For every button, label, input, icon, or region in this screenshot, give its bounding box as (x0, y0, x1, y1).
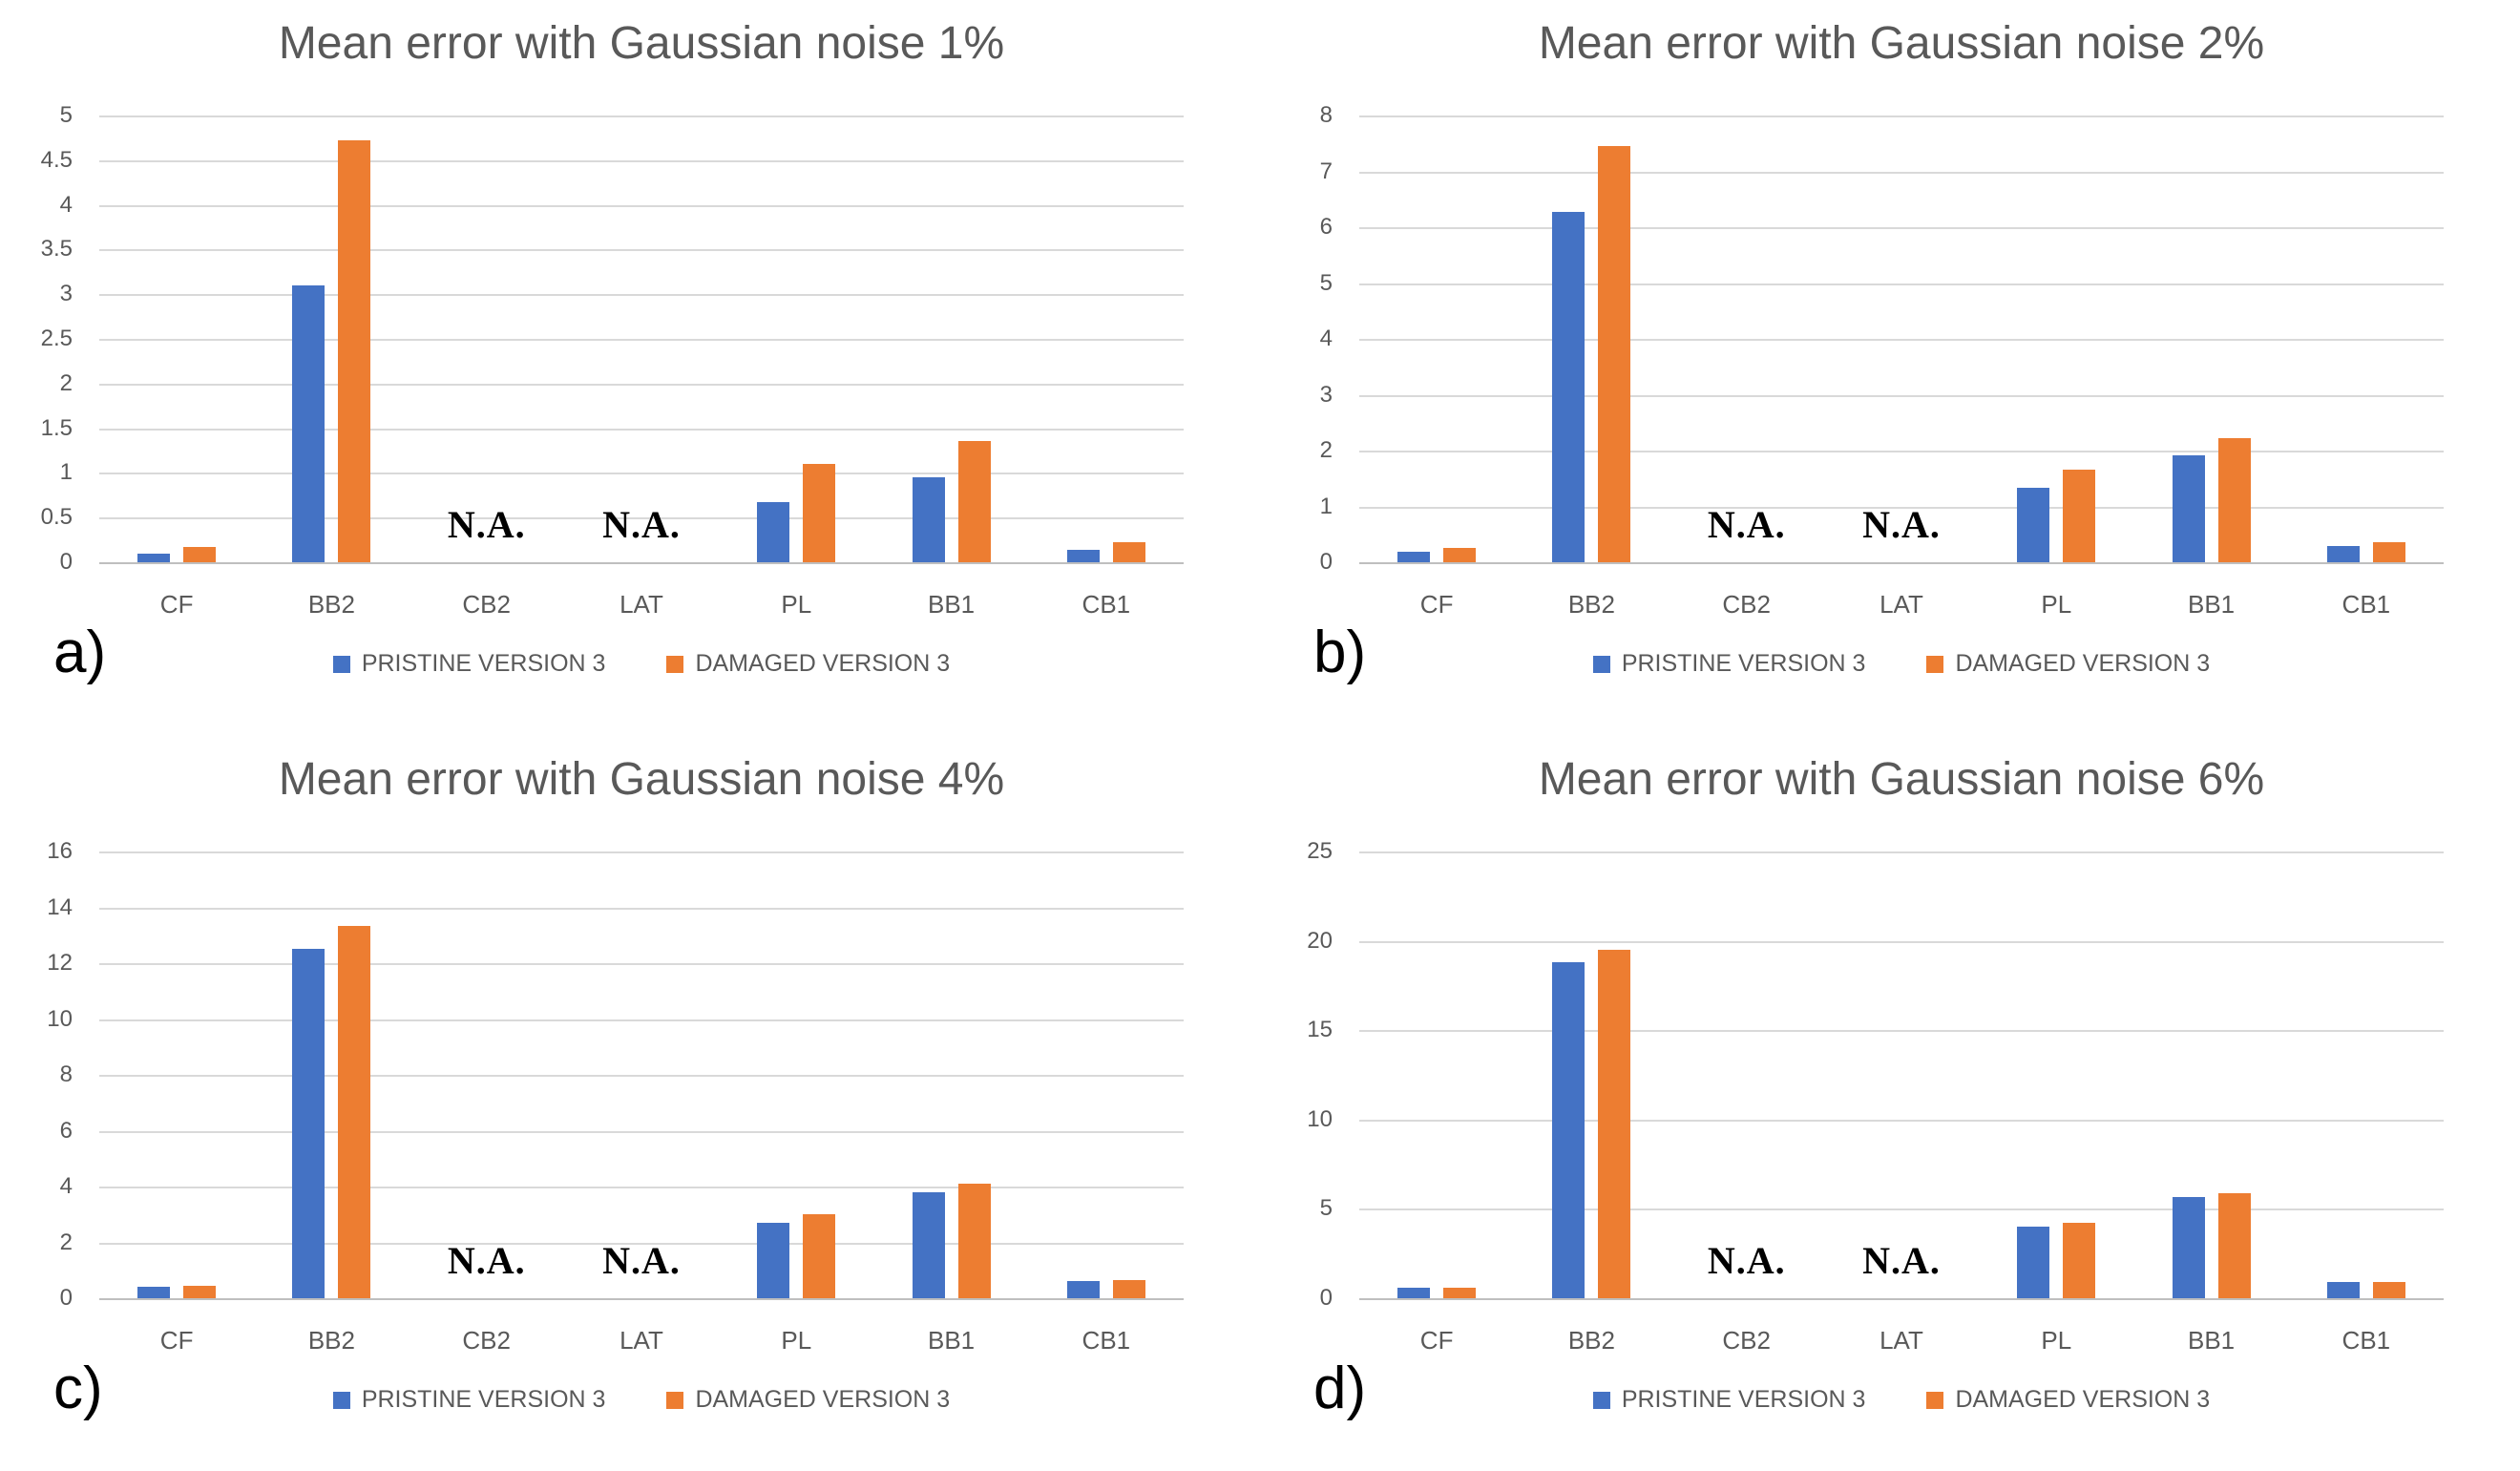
bar-damaged (958, 1184, 991, 1298)
y-tick-label: 6 (1319, 213, 1333, 240)
panel-letter-d: d) (1313, 1355, 1367, 1421)
legend-swatch (333, 1392, 350, 1409)
category-label: CB2 (1722, 1326, 1771, 1355)
gridline (99, 1187, 1184, 1188)
gridline (99, 294, 1184, 296)
x-axis-line (1359, 1298, 2444, 1300)
gridline (99, 1131, 1184, 1133)
category-label: CF (1419, 1326, 1454, 1355)
legend-item-damaged (1926, 650, 2210, 678)
y-tick-label: 1 (59, 459, 73, 486)
y-tick-label: 7 (1319, 158, 1333, 184)
bar-pristine (757, 502, 789, 562)
legend-label: DAMAGED VERSION 3 (695, 1386, 951, 1413)
category-label: BB1 (927, 590, 976, 619)
y-tick-label: 25 (1307, 837, 1333, 864)
bar-pristine (1552, 212, 1585, 562)
category-label: CF (159, 590, 194, 619)
y-tick-label: 0.5 (40, 504, 73, 531)
chart-title: Mean error with Gaussian noise 2% (1538, 18, 2265, 69)
legend-item-pristine (1593, 650, 1866, 678)
legend-item-pristine (333, 1386, 606, 1414)
y-tick-label: 16 (47, 837, 73, 864)
category-label: BB2 (307, 590, 355, 619)
bar-pristine (292, 285, 325, 562)
y-tick-label: 5 (1319, 1195, 1333, 1222)
legend-swatch (1593, 656, 1610, 673)
bar-damaged (2218, 1193, 2251, 1298)
y-tick-label: 3 (59, 281, 73, 307)
category-label: PL (2041, 1326, 2072, 1355)
chart-panel-d (1260, 736, 2520, 1471)
na-label: N.A. (1862, 1239, 1941, 1282)
panel-letter-a: a) (53, 620, 107, 685)
bar-damaged (338, 926, 370, 1298)
gridline (99, 1075, 1184, 1077)
y-tick-label: 2 (1319, 436, 1333, 463)
bar-pristine (757, 1223, 789, 1298)
category-label: BB1 (2187, 590, 2236, 619)
na-label: N.A. (1862, 503, 1941, 546)
legend-label: PRISTINE VERSION 3 (1621, 1386, 1866, 1413)
bar-damaged (2373, 1282, 2405, 1298)
y-tick-label: 8 (59, 1061, 73, 1087)
category-label: BB2 (1567, 590, 1615, 619)
bar-damaged (1598, 950, 1630, 1298)
category-label: CB1 (2342, 1326, 2391, 1355)
bar-damaged (183, 547, 216, 562)
bar-damaged (1113, 1280, 1145, 1298)
legend-label: PRISTINE VERSION 3 (1621, 650, 1866, 677)
plot-area (1319, 101, 2444, 575)
category-label: CB2 (1722, 590, 1771, 619)
bar-pristine (2327, 546, 2360, 562)
legend-item-damaged (666, 1386, 950, 1414)
gridline (99, 205, 1184, 207)
y-tick-label: 8 (1319, 101, 1333, 128)
legend-item-damaged (666, 650, 950, 678)
legend-swatch (1926, 1392, 1943, 1409)
legend-label: PRISTINE VERSION 3 (361, 1386, 606, 1413)
gridline (1359, 851, 2444, 853)
y-tick-label: 2 (59, 1229, 73, 1255)
gridline (99, 339, 1184, 341)
bar-pristine (1397, 552, 1430, 562)
category-label: LAT (620, 1326, 663, 1355)
bar-damaged (803, 1214, 835, 1298)
legend (99, 1386, 1184, 1414)
y-tick-label: 10 (47, 1005, 73, 1032)
y-tick-label: 10 (1307, 1105, 1333, 1132)
y-tick-label: 2 (59, 369, 73, 396)
category-label: CB1 (1082, 1326, 1131, 1355)
bar-pristine (913, 477, 945, 562)
category-label: CB1 (1082, 590, 1131, 619)
gridline (99, 160, 1184, 162)
chart-panel-a (0, 0, 1260, 735)
category-label: LAT (1880, 1326, 1923, 1355)
panel-letter-b: b) (1313, 620, 1367, 685)
category-label: LAT (1880, 590, 1923, 619)
na-label: N.A. (447, 1239, 526, 1282)
legend (1359, 650, 2444, 678)
gridline (1359, 1208, 2444, 1210)
bar-damaged (2373, 542, 2405, 562)
category-label: LAT (620, 590, 663, 619)
na-label: N.A. (1707, 1239, 1786, 1282)
plot-area (40, 101, 1184, 575)
bar-damaged (1598, 146, 1630, 562)
y-tick-label: 5 (1319, 269, 1333, 296)
gridline (99, 249, 1184, 251)
gridline (1359, 395, 2444, 397)
legend-swatch (1926, 656, 1943, 673)
category-label: BB1 (2187, 1326, 2236, 1355)
gridline (1359, 172, 2444, 174)
legend-item-damaged (1926, 1386, 2210, 1414)
bar-damaged (2218, 438, 2251, 562)
category-label: CF (1419, 590, 1454, 619)
gridline (99, 429, 1184, 431)
y-tick-label: 5 (59, 101, 73, 128)
panel-letter-c: c) (53, 1355, 103, 1421)
gridline (99, 908, 1184, 910)
category-label: PL (2041, 590, 2072, 619)
gridline (1359, 1120, 2444, 1122)
gridline (99, 384, 1184, 386)
legend (99, 650, 1184, 678)
plot-area (47, 837, 1184, 1311)
category-label: CB2 (462, 1326, 511, 1355)
bar-pristine (1552, 962, 1585, 1298)
bar-pristine (292, 949, 325, 1298)
bar-pristine (2173, 1197, 2205, 1298)
legend-label: DAMAGED VERSION 3 (695, 650, 951, 677)
bar-damaged (1113, 542, 1145, 562)
chart-panel-c (0, 736, 1260, 1471)
category-label: CB2 (462, 590, 511, 619)
plot-area (1307, 837, 2444, 1311)
y-tick-label: 1.5 (40, 414, 73, 441)
legend-swatch (666, 656, 683, 673)
y-tick-label: 3 (1319, 381, 1333, 408)
gridline (1359, 1030, 2444, 1032)
na-label: N.A. (602, 503, 681, 546)
chart-title: Mean error with Gaussian noise 6% (1538, 754, 2265, 805)
chart-title: Mean error with Gaussian noise 1% (278, 18, 1005, 69)
x-axis-line (99, 562, 1184, 564)
bar-pristine (2017, 488, 2049, 562)
y-tick-label: 0 (1319, 548, 1333, 575)
bar-pristine (2017, 1227, 2049, 1298)
na-label: N.A. (447, 503, 526, 546)
legend-item-pristine (333, 650, 606, 678)
category-label: BB2 (307, 1326, 355, 1355)
bar-pristine (2173, 455, 2205, 562)
gridline (99, 473, 1184, 474)
gridline (99, 1019, 1184, 1021)
bar-pristine (913, 1192, 945, 1298)
bar-pristine (1067, 550, 1100, 562)
y-tick-label: 0 (59, 548, 73, 575)
gridline (1359, 227, 2444, 229)
y-tick-label: 3.5 (40, 236, 73, 263)
gridline (99, 851, 1184, 853)
category-label: PL (781, 1326, 812, 1355)
chart-panel-b (1260, 0, 2520, 735)
legend-label: DAMAGED VERSION 3 (1955, 1386, 2211, 1413)
bar-damaged (803, 464, 835, 562)
bar-damaged (1443, 548, 1476, 562)
legend-item-pristine (1593, 1386, 1866, 1414)
bar-damaged (1443, 1288, 1476, 1298)
bar-damaged (2063, 470, 2095, 562)
gridline (99, 963, 1184, 965)
category-label: BB2 (1567, 1326, 1615, 1355)
bar-pristine (137, 554, 170, 562)
y-tick-label: 14 (47, 893, 73, 920)
category-label: BB1 (927, 1326, 976, 1355)
gridline (1359, 284, 2444, 285)
gridline (1359, 451, 2444, 452)
legend (1359, 1386, 2444, 1414)
bar-pristine (1067, 1281, 1100, 1298)
y-tick-label: 6 (59, 1117, 73, 1144)
y-tick-label: 0 (59, 1284, 73, 1311)
category-label: PL (781, 590, 812, 619)
bar-damaged (183, 1286, 216, 1298)
legend-swatch (333, 656, 350, 673)
gridline (1359, 116, 2444, 117)
na-label: N.A. (1707, 503, 1786, 546)
y-tick-label: 4.5 (40, 146, 73, 173)
category-label: CF (159, 1326, 194, 1355)
y-tick-label: 4 (59, 191, 73, 218)
gridline (99, 116, 1184, 117)
bar-damaged (338, 140, 370, 562)
gridline (1359, 941, 2444, 943)
x-axis-line (99, 1298, 1184, 1300)
y-tick-label: 0 (1319, 1284, 1333, 1311)
bar-pristine (1397, 1288, 1430, 1298)
chart-title: Mean error with Gaussian noise 4% (278, 754, 1005, 805)
y-tick-label: 2.5 (40, 325, 73, 351)
bar-pristine (137, 1287, 170, 1298)
y-tick-label: 15 (1307, 1017, 1333, 1043)
x-axis-line (1359, 562, 2444, 564)
category-label: CB1 (2342, 590, 2391, 619)
legend-label: DAMAGED VERSION 3 (1955, 650, 2211, 677)
legend-swatch (666, 1392, 683, 1409)
bar-damaged (958, 441, 991, 562)
legend-swatch (1593, 1392, 1610, 1409)
bar-pristine (2327, 1282, 2360, 1298)
legend-label: PRISTINE VERSION 3 (361, 650, 606, 677)
y-tick-label: 4 (59, 1172, 73, 1199)
y-tick-label: 12 (47, 949, 73, 976)
y-tick-label: 1 (1319, 493, 1333, 519)
bar-damaged (2063, 1223, 2095, 1298)
na-label: N.A. (602, 1239, 681, 1282)
y-tick-label: 20 (1307, 927, 1333, 954)
gridline (1359, 339, 2444, 341)
y-tick-label: 4 (1319, 325, 1333, 351)
